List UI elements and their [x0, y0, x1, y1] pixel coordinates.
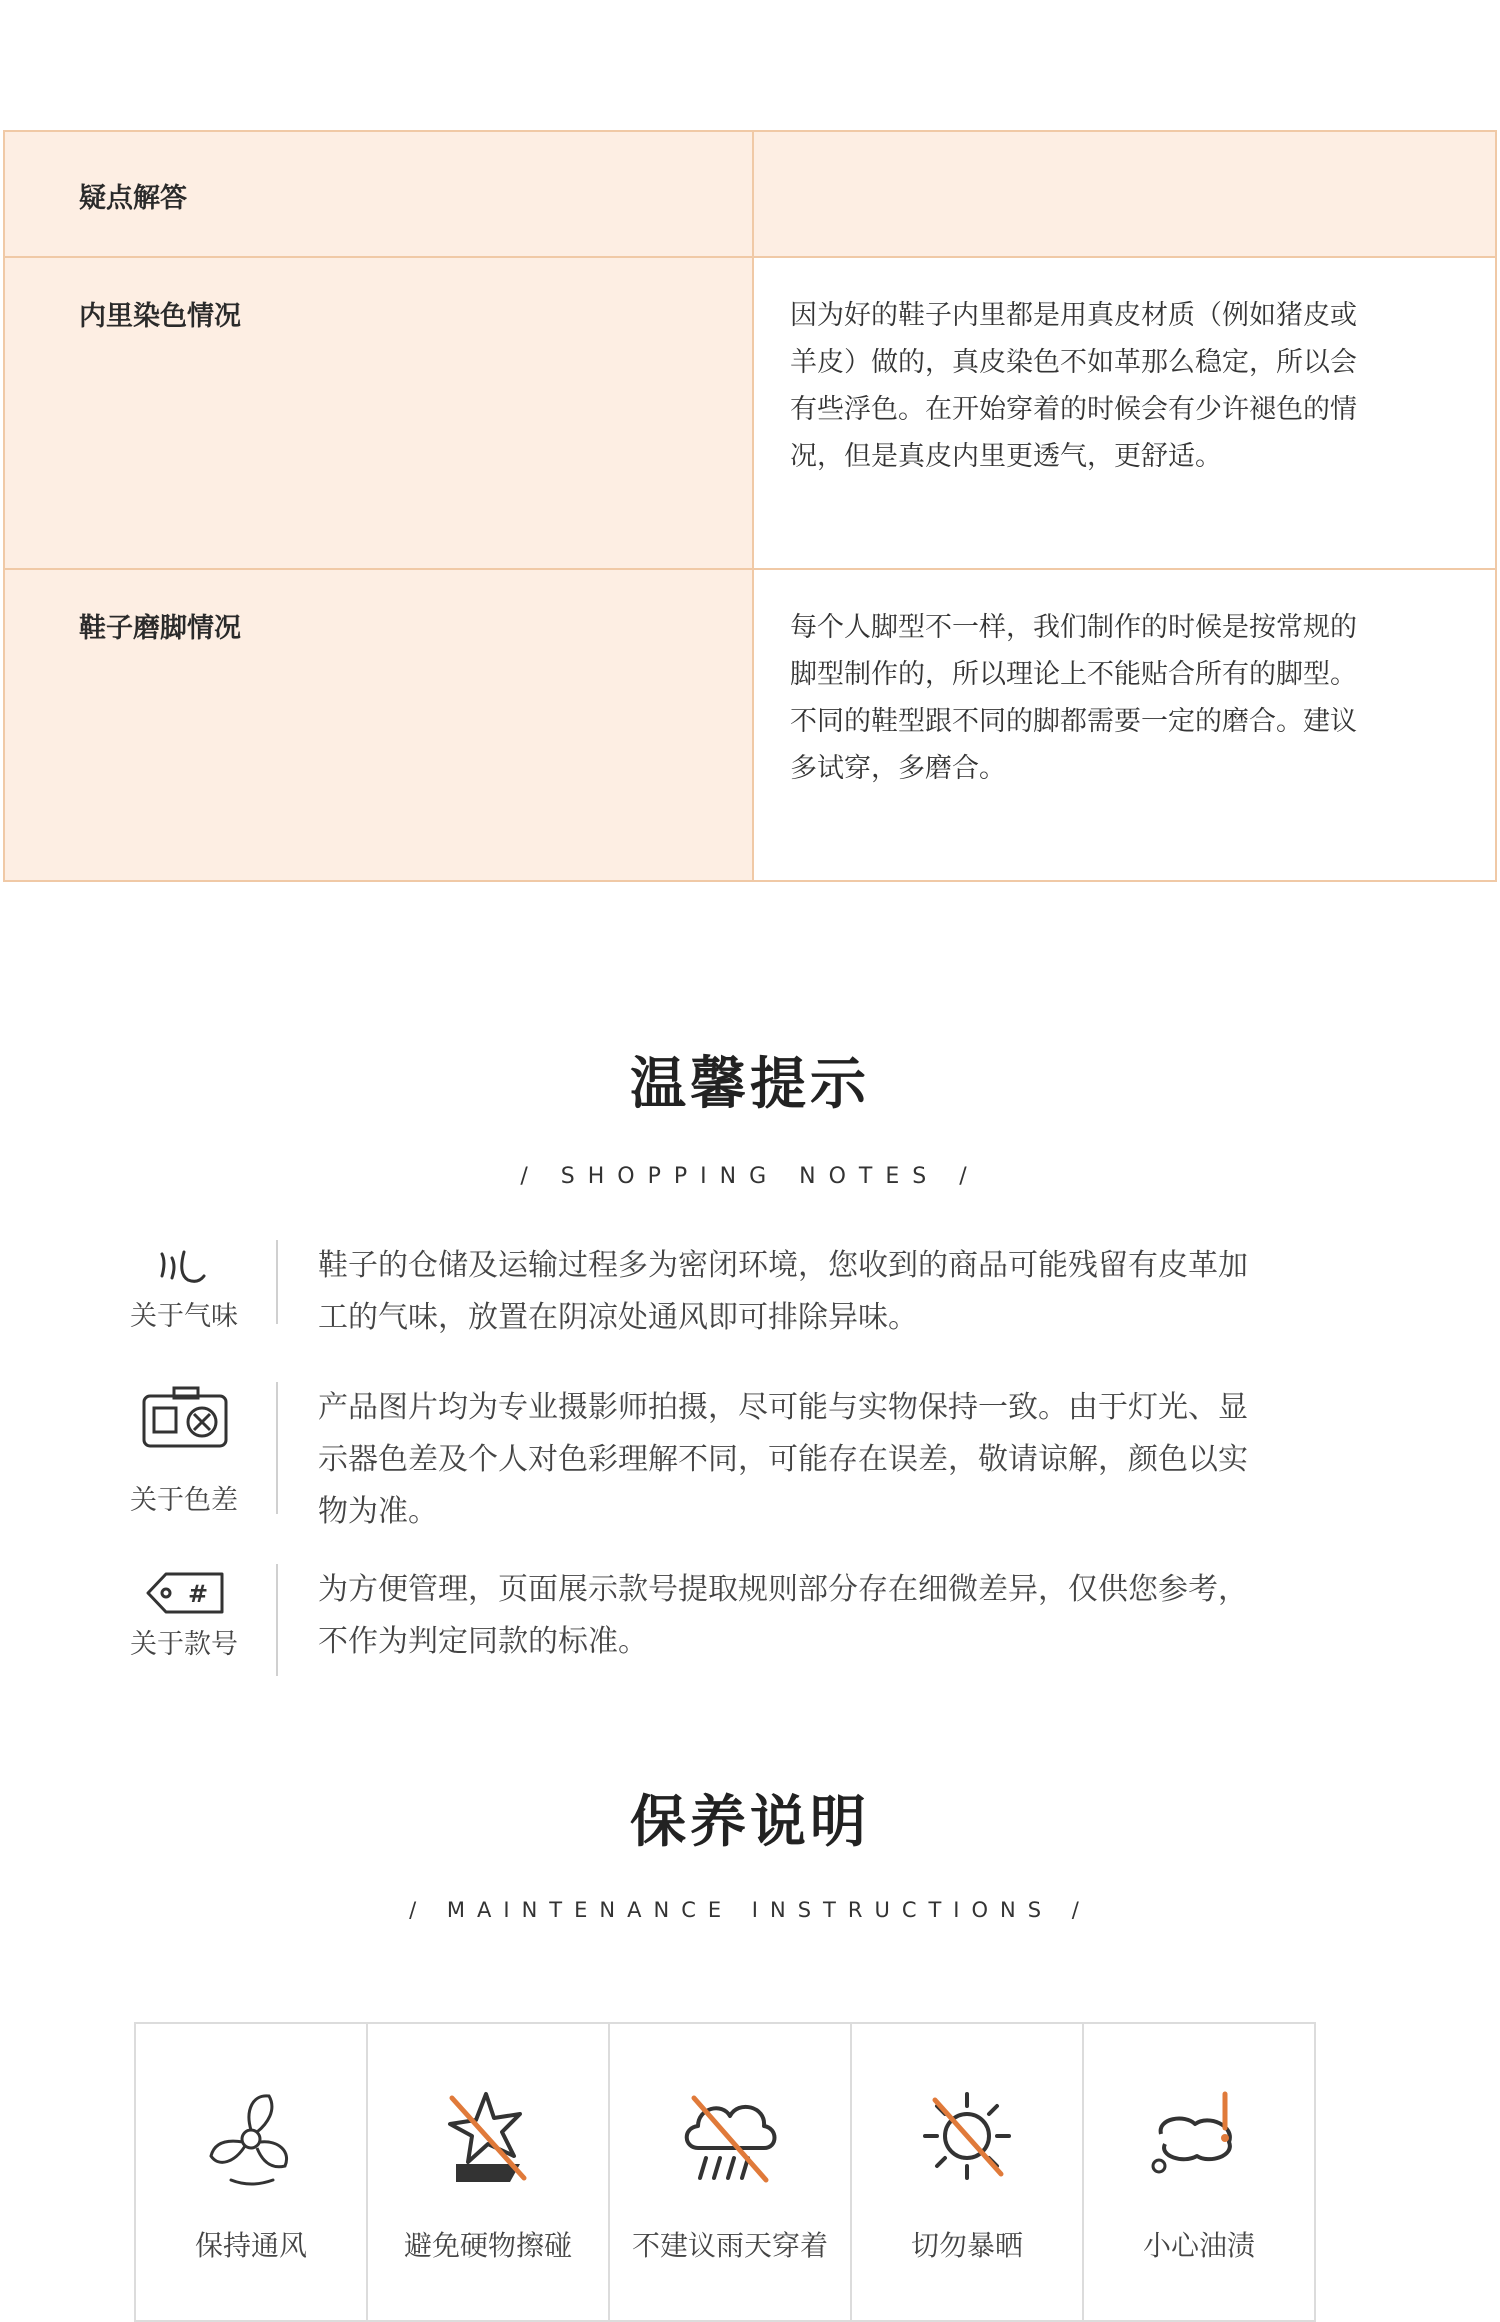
maintenance-label: 保持通风 — [194, 2229, 307, 2262]
faq-answer — [790, 292, 1430, 480]
faq-answer-line: 脚型制作的，所以理论上不能贴合所有的脚型。 — [790, 659, 1357, 690]
note-label: 关于款号 — [130, 1629, 238, 1660]
faq-answer — [790, 604, 1430, 792]
faq-answer-cell — [752, 570, 1495, 880]
note-line: 鞋子的仓储及运输过程多为密闭环境，您收到的商品可能残留有皮革加 — [318, 1248, 1248, 1283]
maintenance-title: 保养说明 — [630, 1790, 870, 1855]
faq-answer-line: 不同的鞋型跟不同的脚都需要一定的磨合。建议 — [790, 706, 1357, 737]
note-text — [318, 1564, 1358, 1668]
maintenance-label: 避免硬物擦碰 — [403, 2229, 572, 2262]
note-line: 工的气味，放置在阴凉处通风即可排除异味。 — [318, 1300, 918, 1335]
fan-icon — [191, 2084, 311, 2194]
oil-stain-icon — [1139, 2084, 1259, 2194]
faq-header-label-cell — [5, 132, 752, 256]
faq-table — [3, 130, 1497, 882]
tag-icon — [140, 1568, 230, 1618]
faq-answer-line: 每个人脚型不一样，我们制作的时候是按常规的 — [790, 612, 1357, 643]
maintenance-label: 小心油渍 — [1142, 2229, 1255, 2262]
notes-subtitle: / SHOPPING NOTES / — [520, 1164, 980, 1189]
maintenance-label: 不建议雨天穿着 — [631, 2229, 828, 2262]
note-color — [100, 1382, 1400, 1532]
note-text — [318, 1382, 1358, 1538]
faq-answer-line: 有些浮色。在开始穿着的时候会有少许褪色的情 — [790, 394, 1357, 425]
note-odor — [100, 1240, 1400, 1340]
note-line: 为方便管理，页面展示款号提取规则部分存在细微差异，仅供您参考， — [318, 1572, 1248, 1607]
note-divider — [276, 1240, 278, 1324]
faq-answer-line: 多试穿，多磨合。 — [790, 753, 1006, 784]
notes-title: 温馨提示 — [630, 1052, 870, 1117]
faq-row-label: 内里染色情况 — [79, 301, 241, 332]
faq-label-cell — [5, 570, 752, 880]
note-divider — [276, 1564, 278, 1676]
faq-row — [5, 568, 1495, 880]
no-rain-icon — [670, 2084, 790, 2194]
faq-header-label: 疑点解答 — [79, 183, 187, 214]
faq-header-value-cell — [752, 132, 1495, 256]
note-line: 物为准。 — [318, 1494, 438, 1529]
faq-answer-line: 况，但是真皮内里更透气，更舒适。 — [790, 441, 1222, 472]
maintenance-item-avoid-hard-objects — [366, 2024, 608, 2320]
note-divider — [276, 1382, 278, 1514]
note-line: 示器色差及个人对色彩理解不同，可能存在误差，敬请谅解，颜色以实 — [318, 1442, 1248, 1477]
maintenance-grid — [134, 2022, 1316, 2322]
maintenance-item-no-sun — [850, 2024, 1082, 2320]
note-line: 产品图片均为专业摄影师拍摄，尽可能与实物保持一致。由于灯光、显 — [318, 1390, 1248, 1425]
faq-label-cell — [5, 258, 752, 568]
no-hard-object-icon — [428, 2084, 548, 2194]
note-label: 关于色差 — [130, 1485, 238, 1516]
faq-row-label: 鞋子磨脚情况 — [79, 613, 241, 644]
note-label: 关于气味 — [130, 1301, 238, 1332]
faq-row — [5, 256, 1495, 568]
faq-header-row — [5, 132, 1495, 256]
odor-icon — [140, 1240, 230, 1300]
maintenance-label: 切勿暴晒 — [910, 2229, 1023, 2262]
maintenance-item-oil-stain — [1082, 2024, 1314, 2320]
faq-answer-cell — [752, 258, 1495, 568]
faq-answer-line: 羊皮）做的，真皮染色不如革那么稳定，所以会 — [790, 347, 1357, 378]
maintenance-subtitle: / MAINTENANCE INSTRUCTIONS / — [409, 1898, 1091, 1922]
maintenance-item-no-rain — [608, 2024, 850, 2320]
maintenance-item-ventilation — [136, 2024, 366, 2320]
note-style-number — [100, 1564, 1400, 1674]
tag-icon-text: # — [188, 1580, 209, 1608]
note-text — [318, 1240, 1358, 1344]
faq-answer-line: 因为好的鞋子内里都是用真皮材质（例如猪皮或 — [790, 300, 1357, 331]
no-sun-icon — [907, 2084, 1027, 2194]
note-line: 不作为判定同款的标准。 — [318, 1624, 648, 1659]
camera-icon — [140, 1382, 230, 1452]
